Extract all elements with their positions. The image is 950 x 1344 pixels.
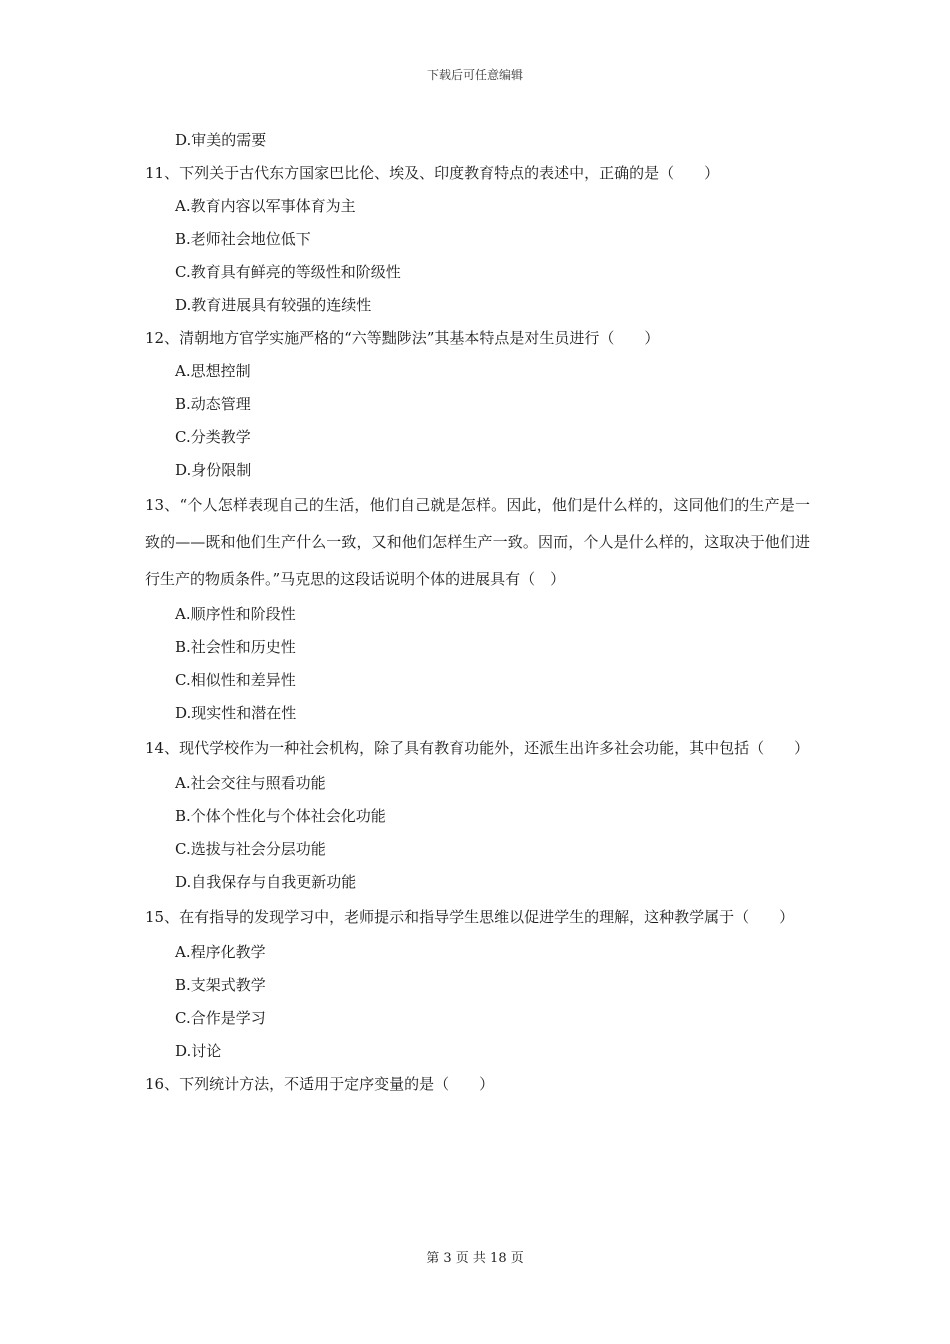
- page-footer: 第 3 页 共 18 页: [426, 1251, 524, 1266]
- question-stem: 11、下列关于古代东方国家巴比伦、埃及、印度教育特点的表述中，正确的是（ ）: [145, 164, 720, 182]
- question-stem: 13、“个人怎样表现自己的生活，他们自己就是怎样。因此，他们是什么样的，这同他们的生产是一致的——既和他们生产什么一致，又和他们怎样生产一致。因而，个人是什么样的，这取决于他们进行生产的物质条件。”马克思的这段话说明个体的进展具有（ ）: [145, 496, 810, 588]
- question-stem: 14、现代学校作为一种社会机构，除了具有教育功能外，还派生出许多社会功能，其中包括（ ）: [145, 739, 810, 757]
- option-item: D.讨论: [175, 1042, 222, 1060]
- option-item: D.现实性和潜在性: [175, 704, 297, 722]
- option-item: C.分类教学: [175, 428, 251, 446]
- option-item: A.教育内容以军事体育为主: [175, 197, 356, 215]
- question-stem: 15、在有指导的发现学习中，老师提示和指导学生思维以促进学生的理解，这种教学属于（ ）: [145, 908, 795, 926]
- option-item: C.合作是学习: [175, 1009, 266, 1027]
- option-item: C.教育具有鲜亮的等级性和阶级性: [175, 263, 401, 281]
- option-item: D.自我保存与自我更新功能: [175, 873, 357, 891]
- option-item: A.社会交往与照看功能: [175, 774, 326, 792]
- option-item: C.相似性和差异性: [175, 671, 296, 689]
- option-item: A.思想控制: [175, 362, 251, 380]
- option-item: B.个体个性化与个体社会化功能: [175, 807, 386, 825]
- page-header: 下载后可任意编辑: [426, 68, 523, 82]
- option-item: B.老师社会地位低下: [175, 230, 311, 248]
- option-item: A.顺序性和阶段性: [175, 605, 296, 623]
- option-item: A.程序化教学: [175, 943, 266, 961]
- option-item: D.身份限制: [175, 461, 252, 479]
- option-item: C.选拔与社会分层功能: [175, 840, 326, 858]
- option-item: B.支架式教学: [175, 976, 266, 994]
- option-item: D.审美的需要: [175, 131, 267, 149]
- question-stem: 12、清朝地方官学实施严格的“六等黜陟法”其基本特点是对生员进行（ ）: [145, 329, 660, 347]
- option-item: B.动态管理: [175, 395, 251, 413]
- option-item: B.社会性和历史性: [175, 638, 296, 656]
- option-item: D.教育进展具有较强的连续性: [175, 296, 372, 314]
- document-body: [145, 124, 810, 1101]
- question-stem: 16、下列统计方法，不适用于定序变量的是（ ）: [145, 1075, 495, 1093]
